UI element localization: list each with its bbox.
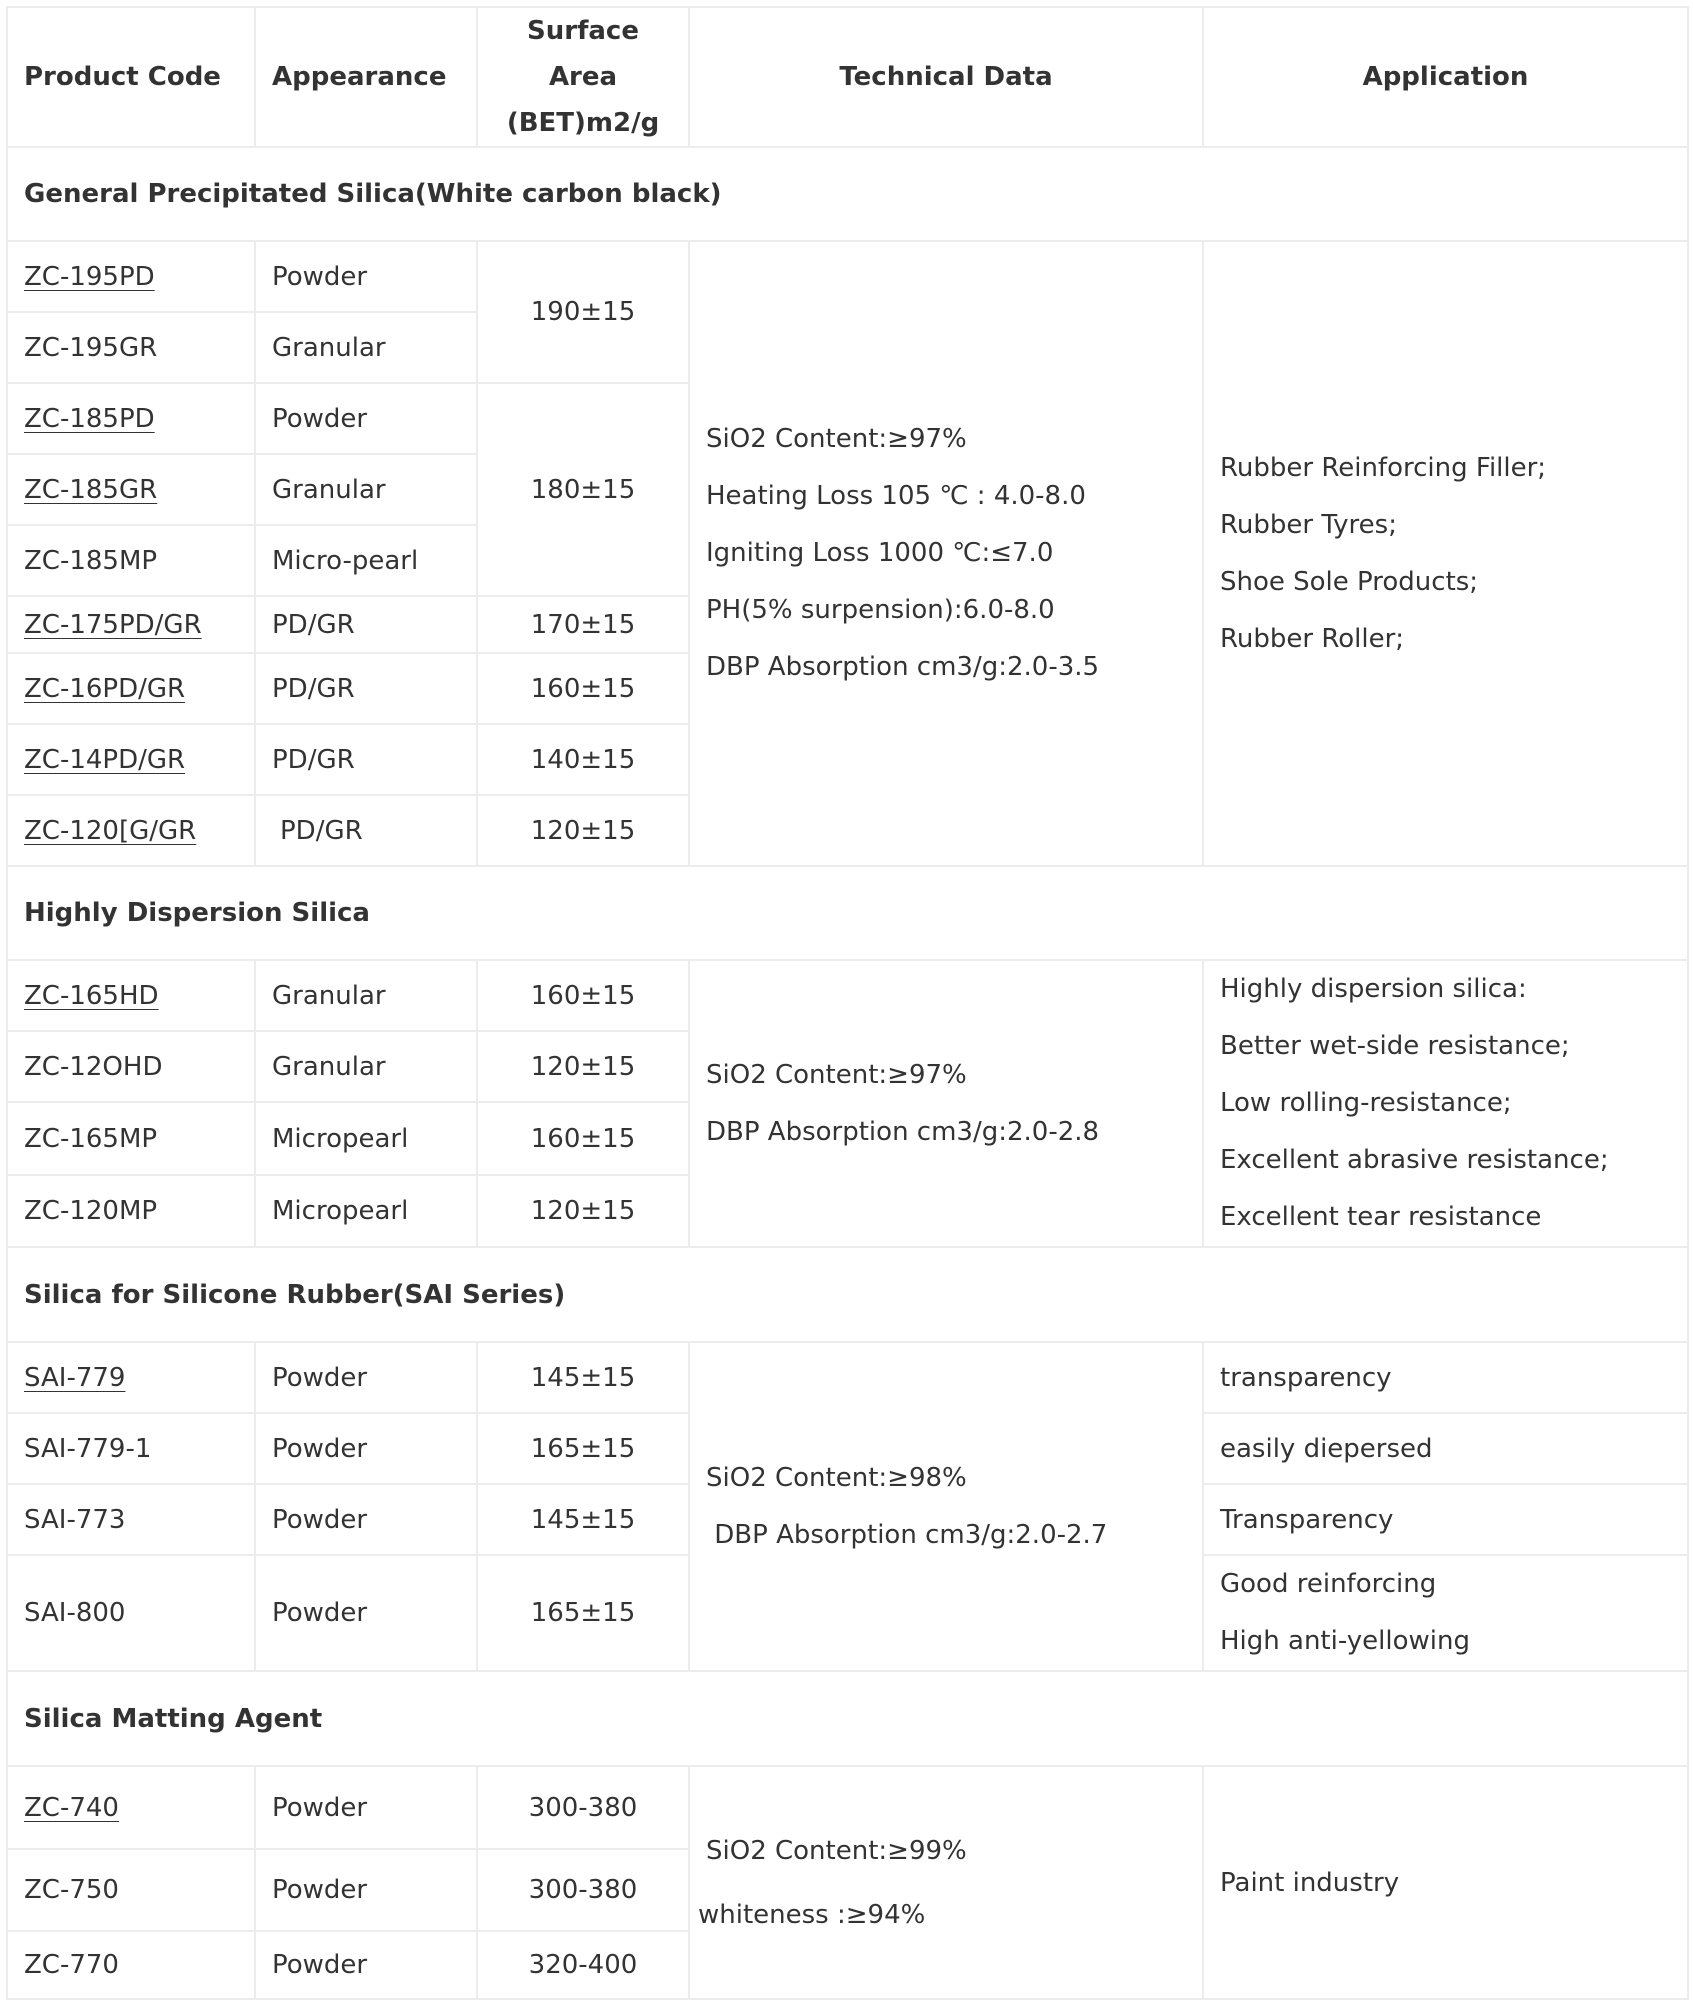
product-code-text: SAI-800 <box>24 1598 126 1628</box>
header-application: Application <box>1203 7 1688 147</box>
surface-area-cell: 300-380 <box>477 1766 689 1849</box>
appearance-cell: Granular <box>255 960 477 1031</box>
section-title: Silica for Silicone Rubber(SAI Series) <box>7 1247 1688 1342</box>
product-code-cell[interactable] <box>7 795 255 866</box>
appearance-cell: PD/GR <box>255 795 477 866</box>
header-surface-area: Surface Area (BET)m2/g <box>477 7 689 147</box>
product-code-cell[interactable] <box>7 596 255 653</box>
surface-area-cell: 165±15 <box>477 1413 689 1484</box>
application-cell: transparency <box>1203 1342 1688 1413</box>
application-cell <box>1203 960 1688 1247</box>
product-code-link[interactable]: SAI-779 <box>24 1362 126 1393</box>
application-cell: Paint industry <box>1203 1766 1688 1999</box>
technical-data-cell <box>689 1342 1203 1671</box>
product-code-text: ZC-120MP <box>24 1195 158 1226</box>
section-row <box>7 147 1688 241</box>
product-code-text: ZC-195GR <box>24 332 158 363</box>
application-line: High anti-yellowing <box>1220 1626 1470 1656</box>
product-code-cell[interactable] <box>7 653 255 724</box>
application-line: Excellent tear resistance <box>1220 1202 1542 1232</box>
technical-data-line: SiO2 Content:≥99% <box>706 1835 967 1866</box>
application-line: Rubber Reinforcing Filler; <box>1220 452 1547 483</box>
application-cell <box>1203 241 1688 866</box>
appearance-cell: PD/GR <box>255 724 477 795</box>
product-code-cell <box>7 1102 255 1174</box>
application-cell <box>1203 1555 1688 1671</box>
product-code-link[interactable]: ZC-195PD <box>24 261 155 292</box>
surface-area-cell: 120±15 <box>477 1031 689 1102</box>
product-code-cell[interactable] <box>7 1342 255 1413</box>
surface-area-cell: 140±15 <box>477 724 689 795</box>
product-code-text: SAI-773 <box>24 1504 126 1535</box>
product-code-cell <box>7 1555 255 1671</box>
technical-data-cell <box>689 1766 1203 1999</box>
section-title: General Precipitated Silica(White carbon black) <box>7 147 1688 241</box>
surface-area-cell: 165±15 <box>477 1555 689 1671</box>
product-code-text: ZC-185MP <box>24 545 158 576</box>
appearance-cell: Powder <box>255 1484 477 1555</box>
product-code-cell <box>7 1484 255 1555</box>
product-code-cell <box>7 1413 255 1484</box>
product-code-cell <box>7 1849 255 1931</box>
appearance-cell: Powder <box>255 241 477 312</box>
product-code-link[interactable]: ZC-740 <box>24 1792 119 1823</box>
surface-area-cell: 300-380 <box>477 1849 689 1931</box>
section-row <box>7 866 1688 960</box>
appearance-cell: Granular <box>255 312 477 383</box>
technical-data-line: Heating Loss 105 ℃ : 4.0-8.0 <box>706 481 1086 511</box>
surface-area-cell: 160±15 <box>477 960 689 1031</box>
appearance-cell: Powder <box>255 1766 477 1849</box>
product-code-link[interactable]: ZC-165HD <box>24 980 159 1011</box>
appearance-cell: Powder <box>255 1849 477 1931</box>
appearance-cell: PD/GR <box>255 653 477 724</box>
header-row <box>7 7 1688 147</box>
application-line: Good reinforcing <box>1220 1569 1437 1599</box>
product-code-link[interactable]: ZC-185GR <box>24 474 158 505</box>
technical-data-cell <box>689 241 1203 866</box>
appearance-cell: Granular <box>255 1031 477 1102</box>
header-appearance: Appearance <box>255 7 477 147</box>
appearance-cell: Powder <box>255 1413 477 1484</box>
section-row <box>7 1671 1688 1766</box>
technical-data-line: SiO2 Content:≥98% <box>706 1462 967 1493</box>
surface-area-cell: 160±15 <box>477 1102 689 1174</box>
application-line: Rubber Roller; <box>1220 623 1405 654</box>
product-code-link[interactable]: ZC-185PD <box>24 403 155 434</box>
product-code-cell <box>7 1175 255 1247</box>
technical-data-cell <box>689 960 1203 1247</box>
technical-data-line: Igniting Loss 1000 ℃:≤7.0 <box>706 538 1054 568</box>
technical-data-line: DBP Absorption cm3/g:2.0-2.7 <box>706 1519 1108 1550</box>
table-row <box>7 241 1688 312</box>
product-code-cell[interactable] <box>7 724 255 795</box>
table-row <box>7 1766 1688 1849</box>
product-code-text: ZC-12OHD <box>24 1051 163 1082</box>
appearance-cell: Micro-pearl <box>255 525 477 596</box>
technical-data-line: SiO2 Content:≥97% <box>706 424 967 454</box>
section-row <box>7 1247 1688 1342</box>
application-cell: Transparency <box>1203 1484 1688 1555</box>
appearance-cell: Powder <box>255 1931 477 1999</box>
appearance-cell: Powder <box>255 1342 477 1413</box>
product-code-cell <box>7 525 255 596</box>
product-code-cell[interactable] <box>7 241 255 312</box>
product-code-link[interactable]: ZC-175PD/GR <box>24 609 202 640</box>
surface-area-cell: 145±15 <box>477 1484 689 1555</box>
appearance-cell: Powder <box>255 383 477 454</box>
appearance-cell: Granular <box>255 454 477 525</box>
product-code-link[interactable]: ZC-14PD/GR <box>24 744 186 775</box>
appearance-cell: Micropearl <box>255 1175 477 1247</box>
appearance-cell: Powder <box>255 1555 477 1671</box>
product-code-cell[interactable] <box>7 383 255 454</box>
technical-data-line: whiteness :≥94% <box>698 1899 926 1930</box>
surface-area-cell: 145±15 <box>477 1342 689 1413</box>
section-title: Silica Matting Agent <box>7 1671 1688 1766</box>
product-code-cell <box>7 1931 255 1999</box>
application-cell: easily diepersed <box>1203 1413 1688 1484</box>
product-code-text: ZC-750 <box>24 1875 119 1905</box>
product-code-text: ZC-770 <box>24 1950 119 1980</box>
application-line: Better wet-side resistance; <box>1220 1031 1570 1061</box>
table-row <box>7 1342 1688 1413</box>
product-code-cell[interactable] <box>7 1766 255 1849</box>
technical-data-line: SiO2 Content:≥97% <box>706 1059 967 1090</box>
product-code-cell <box>7 312 255 383</box>
product-code-cell[interactable] <box>7 454 255 525</box>
table-row <box>7 960 1688 1031</box>
application-line: Highly dispersion silica: <box>1220 974 1527 1004</box>
surface-area-cell: 160±15 <box>477 653 689 724</box>
surface-area-cell: 120±15 <box>477 1175 689 1247</box>
header-product-code: Product Code <box>7 7 255 147</box>
product-code-cell <box>7 1031 255 1102</box>
surface-area-cell: 320-400 <box>477 1931 689 1999</box>
technical-data-line: PH(5% surpension):6.0-8.0 <box>706 595 1055 625</box>
appearance-cell: Micropearl <box>255 1102 477 1174</box>
application-line: Excellent abrasive resistance; <box>1220 1145 1609 1175</box>
product-code-cell[interactable] <box>7 960 255 1031</box>
surface-area-cell: 170±15 <box>477 596 689 653</box>
section-title: Highly Dispersion Silica <box>7 866 1688 960</box>
product-code-text: ZC-165MP <box>24 1123 158 1154</box>
product-code-text: SAI-779-1 <box>24 1433 152 1464</box>
technical-data-line: DBP Absorption cm3/g:2.0-3.5 <box>706 652 1100 682</box>
product-table <box>6 6 1689 2000</box>
application-line: Shoe Sole Products; <box>1220 566 1479 597</box>
technical-data-line: DBP Absorption cm3/g:2.0-2.8 <box>706 1116 1100 1147</box>
product-code-link[interactable]: ZC-120[G/GR <box>24 815 197 846</box>
surface-area-cell: 190±15 <box>477 241 689 383</box>
product-code-link[interactable]: ZC-16PD/GR <box>24 673 186 704</box>
application-line: Rubber Tyres; <box>1220 509 1397 540</box>
surface-area-cell: 120±15 <box>477 795 689 866</box>
header-technical-data: Technical Data <box>689 7 1203 147</box>
surface-area-cell: 180±15 <box>477 383 689 596</box>
application-line: Low rolling-resistance; <box>1220 1088 1512 1118</box>
appearance-cell: PD/GR <box>255 596 477 653</box>
